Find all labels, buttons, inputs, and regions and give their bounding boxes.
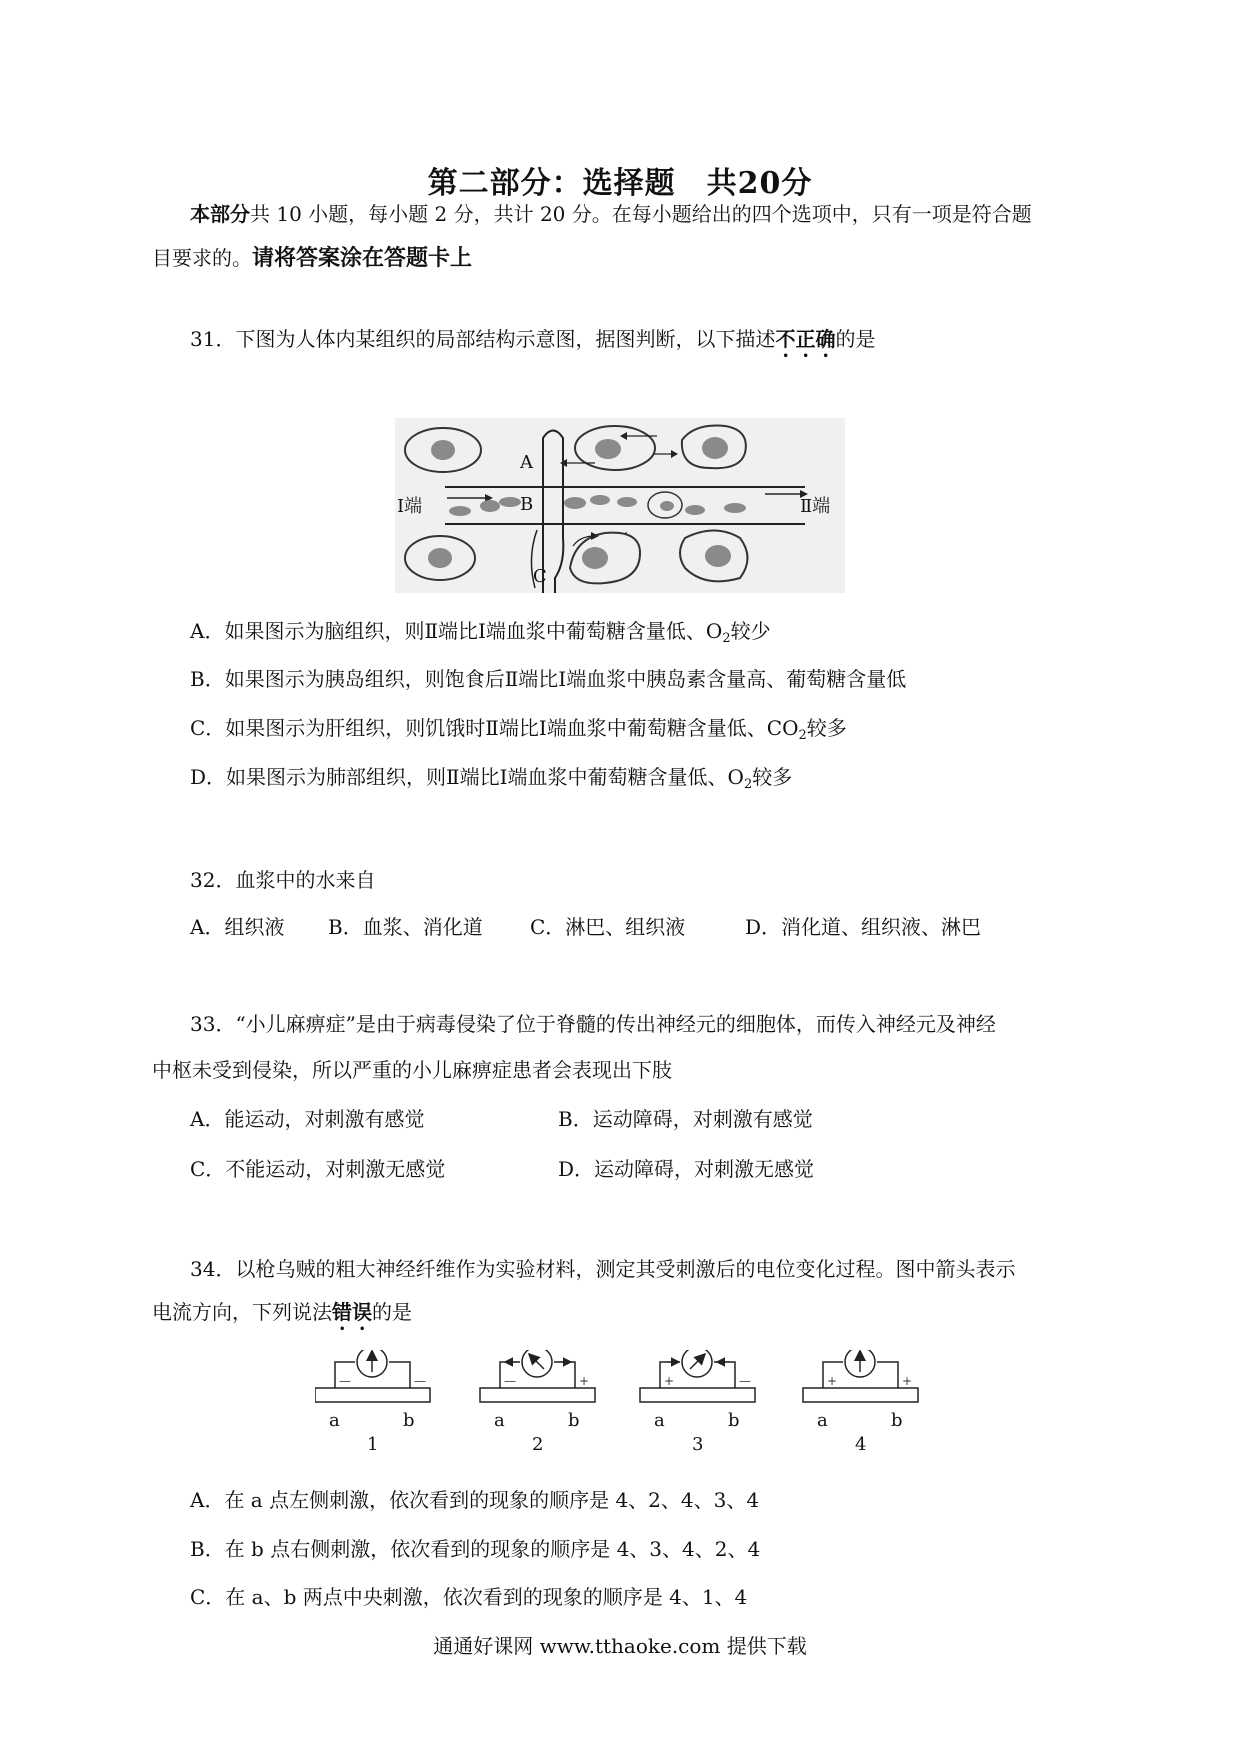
point-b-label: b [891, 1410, 903, 1431]
galvanometer-panel-2 [480, 1350, 595, 1455]
point-a-label: a [817, 1410, 828, 1431]
wire-right [714, 1362, 735, 1388]
blood-cell [724, 503, 746, 513]
wire-right [554, 1362, 575, 1388]
q34-stem-1: 34．以枪乌贼的粗大神经纤维作为实验材料，测定其受刺激后的电位变化过程。图中箭头表示 [190, 1257, 1016, 1281]
q34-galvanometer-figure [315, 1350, 975, 1458]
q32-option-c: C．淋巴、组织液 [530, 915, 686, 939]
point-b-label: b [728, 1410, 740, 1431]
intro-text-2: 目要求的。 [152, 246, 252, 270]
blood-cell [480, 500, 500, 512]
right-charge-sign: + [579, 1374, 590, 1388]
galvanometer-panel-4 [803, 1350, 918, 1455]
intro-lead: 本部分 [190, 202, 250, 226]
intro-instruction: 请将答案涂在答题卡上 [252, 245, 473, 271]
label-a: A [520, 452, 533, 473]
nerve-fiber [315, 1388, 430, 1402]
point-a-label: a [494, 1410, 505, 1431]
q32-option-b: B．血浆、消化道 [328, 915, 483, 939]
q31-stem-text: 31．下图为人体内某组织的局部结构示意图，据图判断，以下描述 [190, 327, 776, 351]
intro-line-1 [190, 200, 1032, 228]
label-end-2: Ⅱ端 [800, 496, 831, 517]
q34-stem-2: 电流方向，下列说法错误的是 [152, 1300, 412, 1324]
q34-stem-emphasis: 错误 [332, 1300, 372, 1324]
panel-number: 4 [855, 1434, 867, 1455]
q31-option-b: B．如果图示为胰岛组织，则饱食后Ⅱ端比Ⅰ端血浆中胰岛素含量高、葡萄糖含量低 [190, 667, 907, 691]
point-a-label: a [654, 1410, 665, 1431]
q31-tissue-diagram [395, 418, 845, 593]
q31-stem [190, 325, 875, 362]
label-c: C [533, 566, 547, 587]
panel-number: 2 [532, 1434, 544, 1455]
blood-cell [590, 495, 610, 505]
galvanometer-panel-1 [315, 1350, 430, 1455]
q34-option-b: B．在 b 点右侧刺激，依次看到的现象的顺序是 4、3、4、2、4 [190, 1537, 761, 1561]
blood-cell [685, 505, 705, 515]
left-charge-sign: — [339, 1374, 351, 1388]
wire-right [389, 1362, 410, 1388]
wire-right [877, 1362, 898, 1388]
nerve-fiber [640, 1388, 755, 1402]
q32-option-d: D．消化道、组织液、淋巴 [745, 915, 982, 939]
point-a-label: a [329, 1410, 340, 1431]
page-footer: 通通好课网 www.tthaoke.com 提供下载 [433, 1634, 807, 1658]
q31-stem-end: 的是 [835, 327, 876, 351]
blood-cell [499, 497, 521, 507]
nucleus [595, 439, 621, 459]
left-charge-sign: — [504, 1374, 516, 1388]
right-charge-sign: — [739, 1374, 751, 1388]
section-title: 第二部分：选择题 共20分 [427, 166, 813, 201]
nucleus [705, 545, 731, 567]
q34-option-a: A．在 a 点左侧刺激，依次看到的现象的顺序是 4、2、4、3、4 [190, 1488, 760, 1512]
q33-option-b: B．运动障碍，对刺激有感觉 [558, 1107, 813, 1131]
galvanometer-dial [522, 1350, 552, 1377]
panel-number: 1 [367, 1434, 379, 1455]
q31-stem-emphasis: 不正确 [775, 327, 836, 351]
white-cell-nucleus [660, 501, 674, 511]
nerve-fiber [803, 1388, 918, 1402]
label-end-1: Ⅰ端 [397, 496, 423, 517]
q34-option-c: C．在 a、b 两点中央刺激，依次看到的现象的顺序是 4、1、4 [190, 1585, 748, 1609]
blood-cell [449, 506, 471, 516]
q33-option-c: C．不能运动，对刺激无感觉 [190, 1157, 446, 1181]
point-b-label: b [568, 1410, 580, 1431]
label-b: B [520, 494, 534, 515]
nerve-fiber [480, 1388, 595, 1402]
nucleus [582, 547, 608, 569]
nucleus [702, 437, 728, 459]
nucleus [428, 548, 452, 568]
q32-stem: 32．血浆中的水来自 [190, 868, 376, 892]
panel-number: 3 [692, 1434, 704, 1455]
q33-option-a: A．能运动，对刺激有感觉 [190, 1107, 425, 1131]
blood-cell [617, 497, 637, 507]
left-charge-sign: + [664, 1374, 675, 1388]
q33-stem-1: 33．“小儿麻痹症”是由于病毒侵染了位于脊髓的传出神经元的细胞体，而传入神经元及神经 [190, 1012, 996, 1036]
right-charge-sign: + [902, 1374, 913, 1388]
q33-stem-2: 中枢未受到侵染，所以严重的小儿麻痹症患者会表现出下肢 [152, 1058, 672, 1082]
q33-option-d: D．运动障碍，对刺激无感觉 [558, 1157, 815, 1181]
left-charge-sign: + [827, 1374, 838, 1388]
galvanometer-panel-3 [640, 1350, 755, 1455]
galvanometer-dial [682, 1350, 712, 1377]
point-b-label: b [403, 1410, 415, 1431]
intro-line-2 [152, 244, 472, 272]
nucleus [431, 440, 455, 460]
q31-option-d: D．如果图示为肺部组织，则Ⅱ端比Ⅰ端血浆中葡萄糖含量低、$O_2$较多 [190, 765, 793, 792]
right-charge-sign: — [414, 1374, 426, 1388]
blood-cell [564, 497, 586, 509]
q31-option-c: C．如果图示为肝组织，则饥饿时Ⅱ端比Ⅰ端血浆中葡萄糖含量低、$CO_2$较多 [190, 716, 847, 743]
q32-option-a: A．组织液 [190, 915, 285, 939]
q31-option-a: A．如果图示为脑组织，则Ⅱ端比Ⅰ端血浆中葡萄糖含量低、$O_2$较少 [190, 619, 771, 646]
intro-text-1: 共 10 小题，每小题 2 分，共计 20 分。在每小题给出的四个选项中，只有一项是符合题 [250, 202, 1032, 226]
